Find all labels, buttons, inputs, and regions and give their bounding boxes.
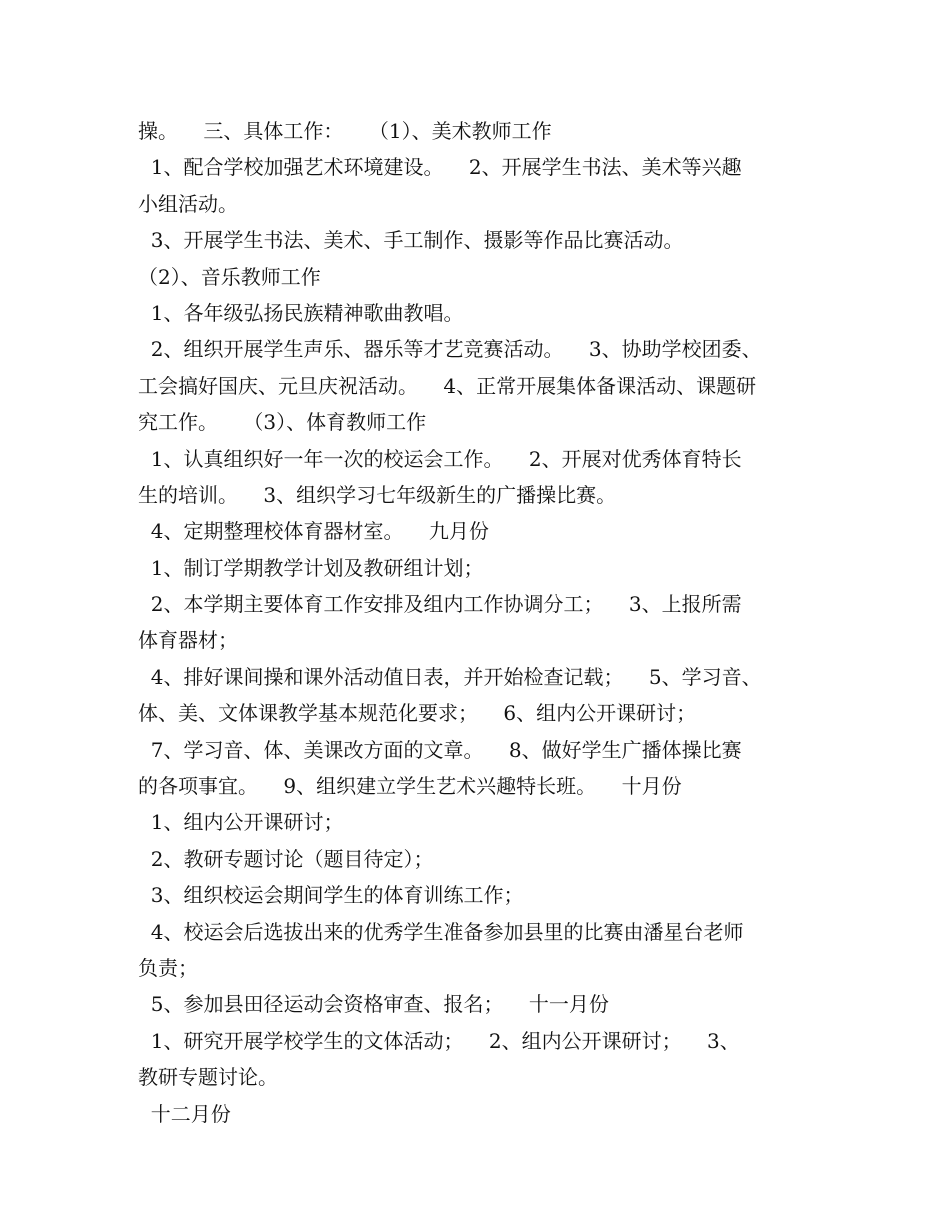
text-line: 1、研究开展学校学生的文体活动； 2、组内公开课研讨； 3、: [138, 1028, 740, 1053]
text-line: 的各项事宜。 9、组织建立学生艺术兴趣特长班。 十月份: [138, 774, 682, 799]
text-line: 4、排好课间操和课外活动值日表，并开始检查记载； 5、学习音、: [138, 664, 762, 689]
text-line: 1、各年级弘扬民族精神歌曲教唱。: [138, 300, 464, 325]
text-line: 1、配合学校加强艺术环境建设。 2、开展学生书法、美术等兴趣: [138, 155, 742, 180]
text-line: 4、校运会后选拔出来的优秀学生准备参加县里的比赛由潘星台老师: [138, 919, 744, 944]
text-line: 1、组内公开课研讨；: [138, 810, 344, 835]
text-line: 3、开展学生书法、美术、手工制作、摄影等作品比赛活动。: [138, 228, 684, 253]
text-line: 工会搞好国庆、元旦庆祝活动。 4、正常开展集体备课活动、课题研: [138, 373, 757, 398]
text-line: （2）、音乐教师工作: [138, 264, 321, 289]
text-line: 4、定期整理校体育器材室。 九月份: [138, 519, 489, 544]
text-line: 究工作。 （3）、体育教师工作: [138, 410, 427, 435]
text-line: 7、学习音、体、美课改方面的文章。 8、做好学生广播体操比赛: [138, 737, 742, 762]
text-line: 小组活动。: [138, 191, 238, 216]
text-line: 1、认真组织好一年一次的校运会工作。 2、开展对优秀体育特长: [138, 446, 742, 471]
text-line: 十二月份: [138, 1101, 231, 1126]
text-line: 2、组织开展学生声乐、器乐等才艺竞赛活动。 3、协助学校团委、: [138, 337, 762, 362]
text-line: 1、制订学期教学计划及教研组计划；: [138, 555, 484, 580]
text-line: 2、教研专题讨论（题目待定）；: [138, 846, 434, 871]
text-line: 体、美、文体课教学基本规范化要求； 6、组内公开课研讨；: [138, 701, 697, 726]
text-line: 5、参加县田径运动会资格审查、报名； 十一月份: [138, 992, 609, 1017]
text-line: 操。 三、具体工作： （1）、美术教师工作: [138, 119, 552, 143]
text-line: 生的培训。 3、组织学习七年级新生的广播操比赛。: [138, 482, 617, 507]
text-line: 教研专题讨论。: [138, 1065, 278, 1090]
text-line: 2、本学期主要体育工作安排及组内工作协调分工； 3、上报所需: [138, 592, 742, 617]
text-line: 体育器材；: [138, 628, 238, 653]
text-line: 3、组织校运会期间学生的体育训练工作；: [138, 883, 524, 908]
text-line: 负责；: [138, 955, 198, 980]
document-body: [138, 113, 828, 1132]
